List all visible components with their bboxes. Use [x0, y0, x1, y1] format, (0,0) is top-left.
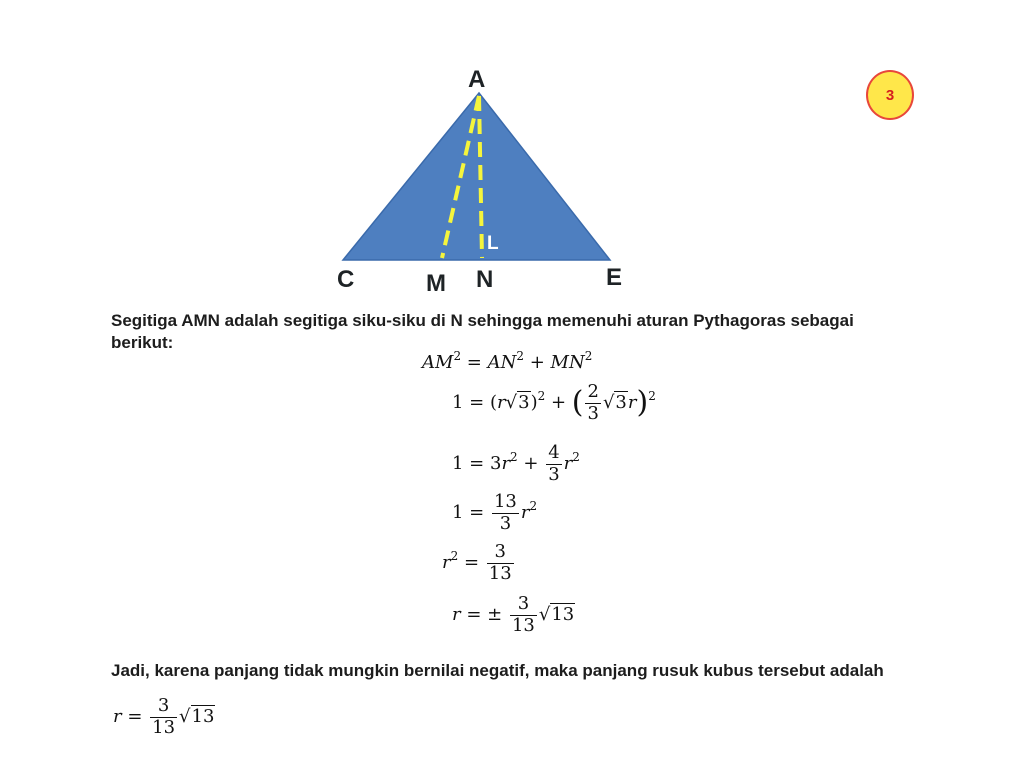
equation-4: 1 = $\frac{13}{3}$ $r^2$ [452, 491, 538, 534]
triangle-diagram [0, 0, 1024, 300]
vertex-label-e: E [606, 264, 623, 291]
equation-3: $1 = 3r^2$ + $\frac{4}{3}$ $r^2$ [452, 442, 580, 485]
equation-5: $r^2$ = $\frac{3}{13}$ [442, 541, 512, 584]
right-angle-mark: L [487, 233, 499, 254]
equation-1: $AM^2 = AN^2 + MN^2$ [422, 349, 593, 373]
point-label-m: M [426, 270, 446, 297]
triangle-ace [343, 93, 610, 260]
intro-paragraph: Segitiga AMN adalah segitiga siku-siku di N sehingga memenuhi aturan Pythagoras sebagai berikut: [111, 311, 854, 352]
equation-6: r = ± $\frac{3}{13}$ √13 [452, 593, 575, 636]
vertex-label-c: C [337, 266, 355, 293]
vertex-label-a: A [468, 66, 486, 93]
page-number: 3 [885, 86, 895, 104]
equation-2: $1 = (r√3)^2$ + ( $\frac{2}{3}$ √3r)$^2$ [452, 381, 656, 424]
conclusion-paragraph: Jadi, karena panjang tidak mungkin bernilai negatif, maka panjang rusuk kubus tersebut adalah [111, 661, 884, 680]
point-label-n: N [476, 266, 494, 293]
final-answer: r = $\frac{3}{13}$ √13 [113, 695, 215, 738]
page-number-badge [866, 70, 914, 120]
